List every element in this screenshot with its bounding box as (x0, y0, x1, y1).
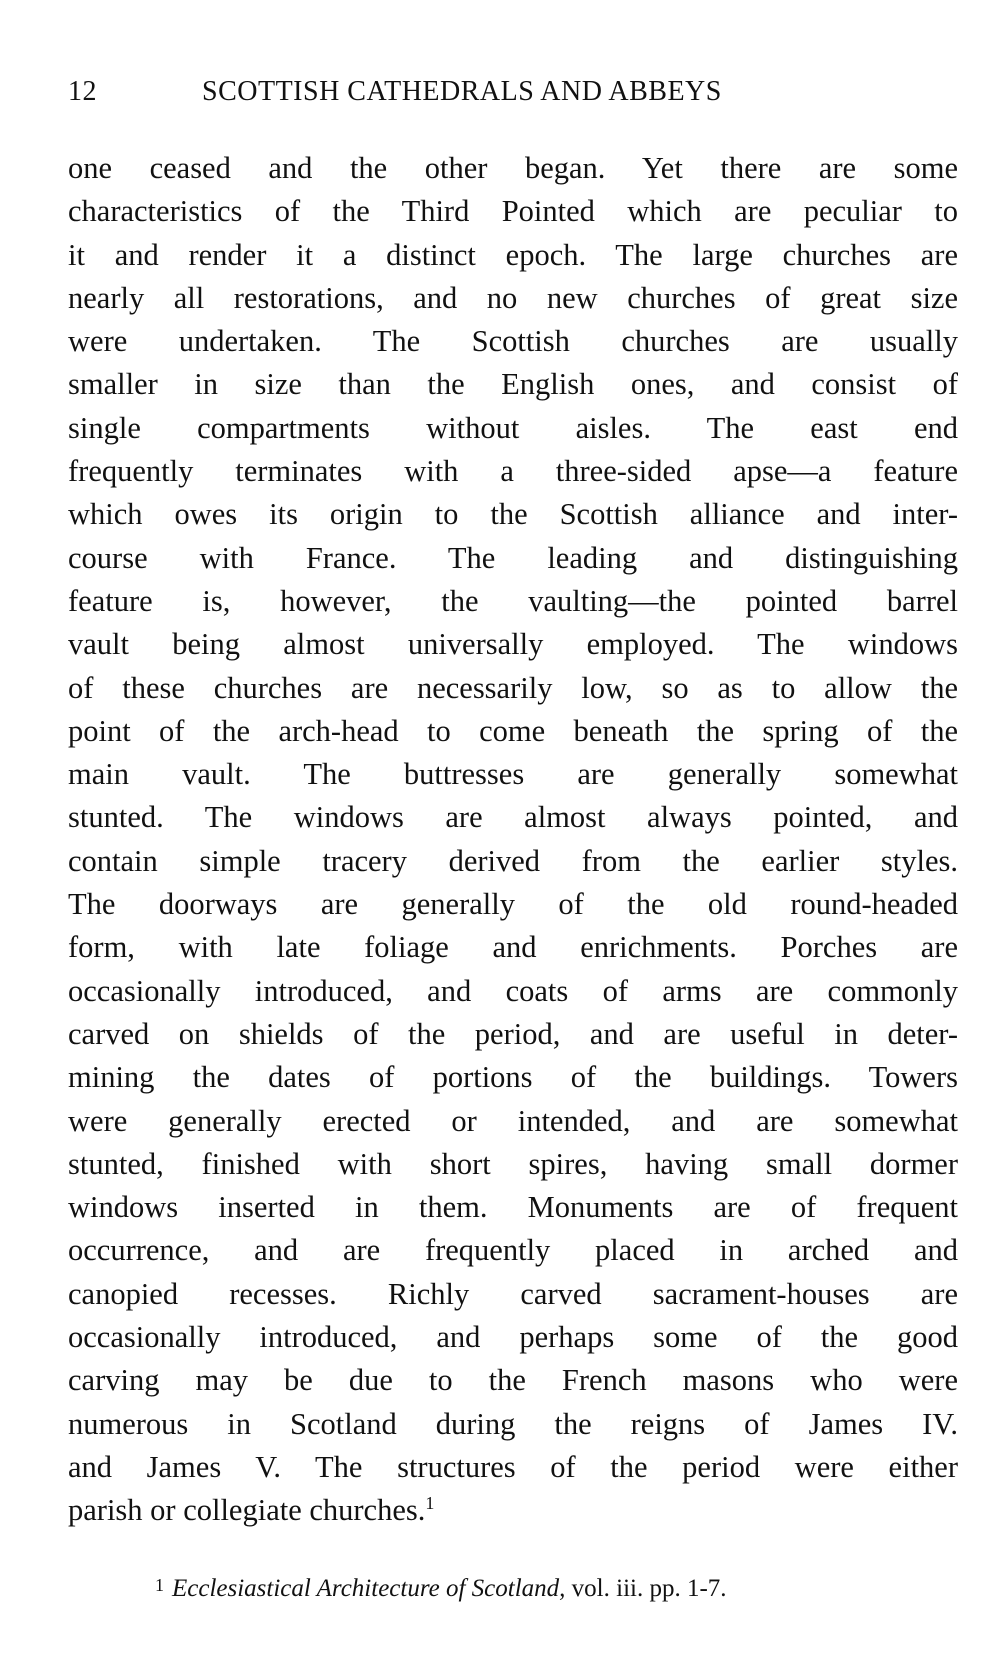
footnote-citation: vol. iii. pp. 1-7. (565, 1575, 727, 1602)
text-line: mining the dates of portions of the buildings. Towers (68, 1060, 958, 1095)
text-line: of these churches are necessarily low, so as to allow the (68, 670, 958, 705)
text-line: form, with late foliage and enrichments. Porches are (68, 930, 958, 965)
text-line: occasionally introduced, and coats of arms are commonly (68, 973, 958, 1008)
text-line: numerous in Scotland during the reigns of James IV. (68, 1406, 958, 1441)
text-line: feature is, however, the vaulting—the pointed barrel (68, 583, 958, 618)
text-line: characteristics of the Third Pointed which are peculiar to (68, 194, 958, 229)
text-line: vault being almost universally employed. The windows (68, 627, 958, 662)
text-line: point of the arch-head to come beneath the spring of the (68, 713, 958, 748)
text-line: which owes its origin to the Scottish alliance and inter- (68, 497, 958, 532)
text-line: The doorways are generally of the old round-headed (68, 887, 958, 922)
page-number: 12 (68, 76, 97, 107)
footnote-reference[interactable]: 1 (425, 1493, 435, 1514)
footnote-book-title: Ecclesiastical Architecture of Scotland, (172, 1575, 566, 1602)
text-line: were generally erected or intended, and are somewhat (68, 1103, 958, 1138)
body-paragraph (68, 147, 958, 1533)
text-line: canopied recesses. Richly carved sacrament-houses are (68, 1276, 958, 1311)
text-line: one ceased and the other began. Yet there are some (68, 151, 958, 185)
text-line: carving may be due to the French masons who were (68, 1363, 958, 1398)
text-line: occasionally introduced, and perhaps some of the good (68, 1320, 958, 1355)
text-line: were undertaken. The Scottish churches are usually (68, 324, 958, 359)
text-line: main vault. The buttresses are generally somewhat (68, 757, 958, 792)
running-title: SCOTTISH CATHEDRALS AND ABBEYS (202, 76, 722, 107)
text-line: stunted, finished with short spires, having small dormer (68, 1146, 958, 1181)
text-line: course with France. The leading and distinguishing (68, 540, 958, 575)
page-header (68, 76, 958, 116)
text-line: stunted. The windows are almost always pointed, and (68, 800, 958, 835)
text-line: occurrence, and are frequently placed in arched and (68, 1233, 958, 1268)
footnote-marker: 1 (155, 1575, 164, 1595)
text-line: and James V. The structures of the period were either (68, 1449, 958, 1484)
text-line-last (68, 1489, 958, 1532)
text-line: nearly all restorations, and no new churches of great size (68, 280, 958, 315)
text-line: windows inserted in them. Monuments are of frequent (68, 1190, 958, 1225)
last-line-text: parish or collegiate churches. (68, 1493, 426, 1528)
text-line: it and render it a distinct epoch. The large churches are (68, 237, 958, 272)
footnote (155, 1575, 875, 1603)
text-line: single compartments without aisles. The east end (68, 410, 958, 445)
text-line: contain simple tracery derived from the earlier styles. (68, 843, 958, 878)
text-line: frequently terminates with a three-sided apse—a feature (68, 454, 958, 489)
text-line: carved on shields of the period, and are useful in deter- (68, 1016, 958, 1051)
text-line: smaller in size than the English ones, and consist of (68, 367, 958, 402)
